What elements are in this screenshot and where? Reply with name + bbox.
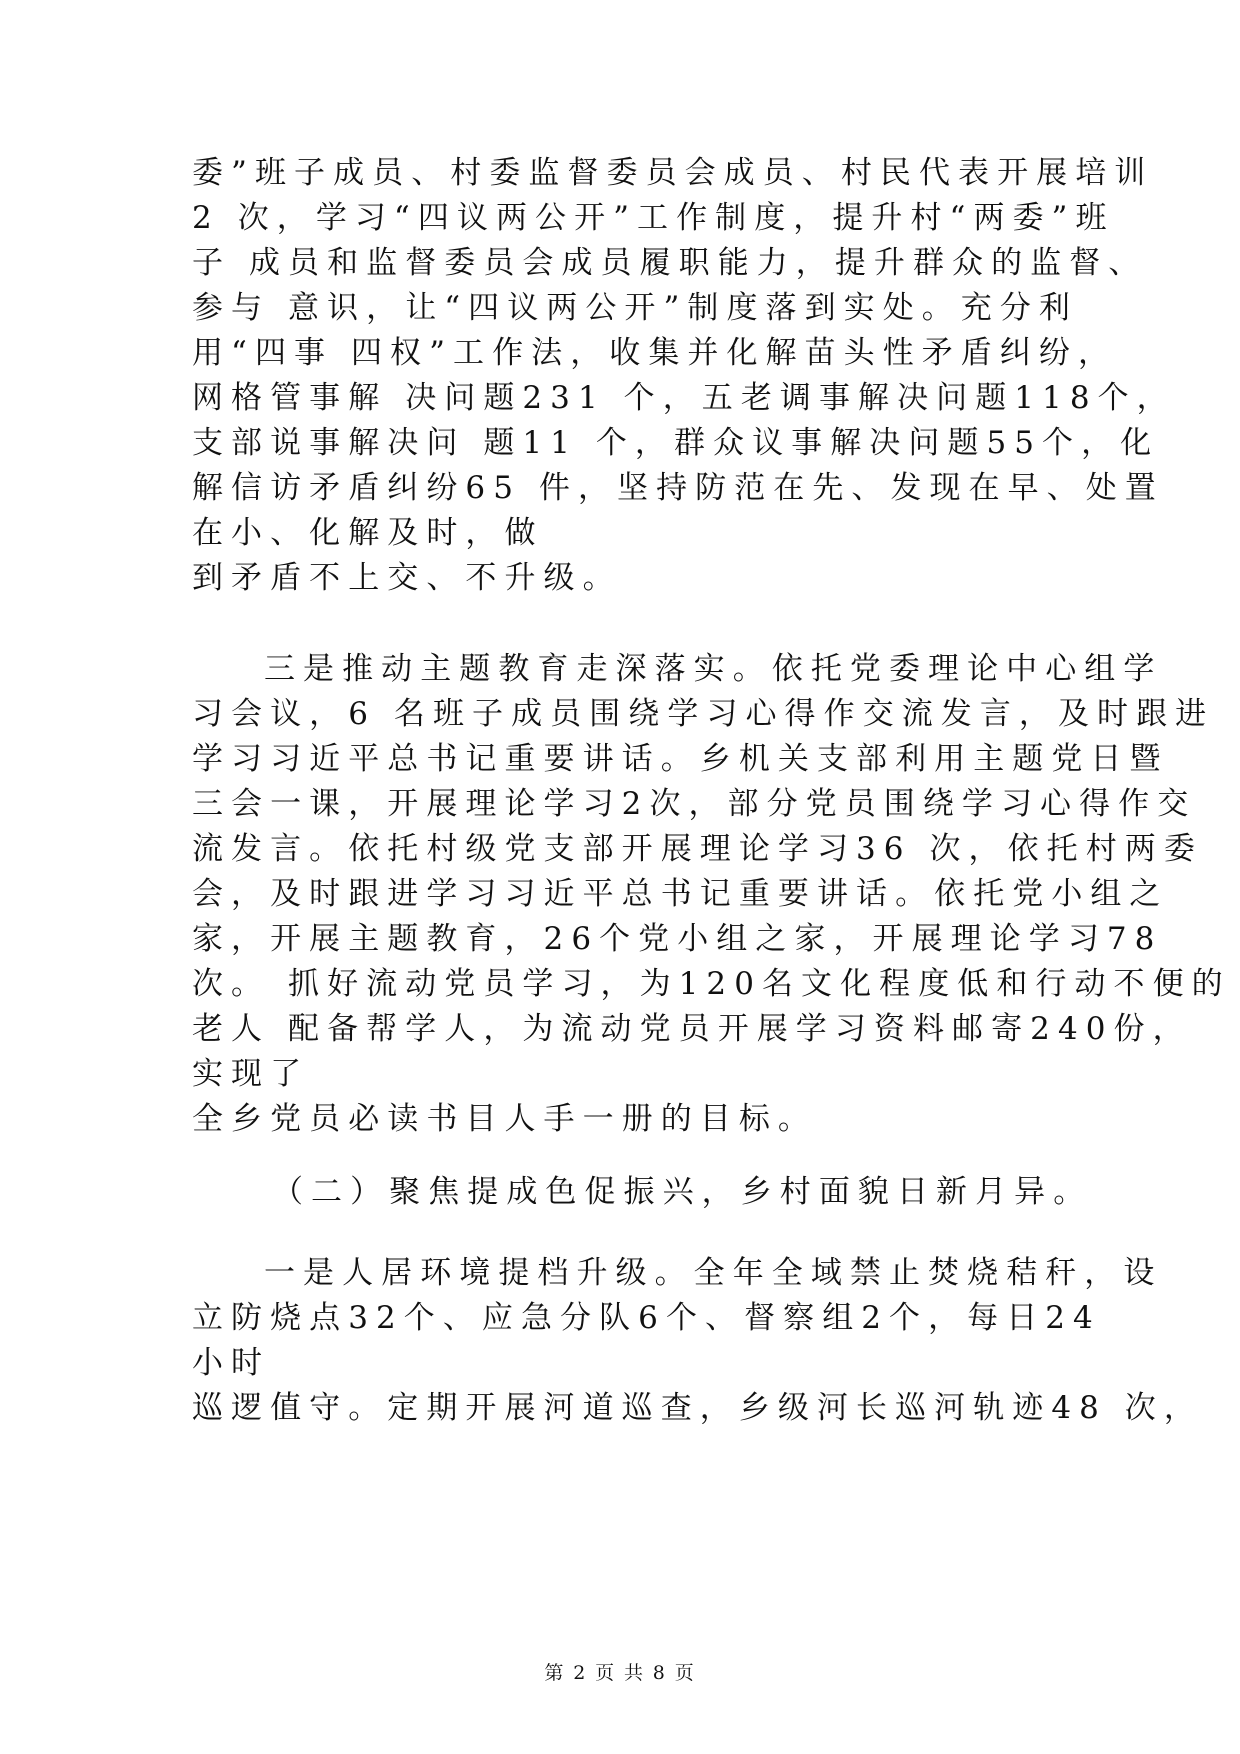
paragraph-line: 次。 抓好流动党员学习，为120名文化程度低和行动不便的 xyxy=(192,966,1231,1002)
paragraph-line: 习会议，6 名班子成员围绕学习心得作交流发言，及时跟进 xyxy=(192,696,1215,732)
paragraph-line: 解信访矛盾纠纷65 件，坚持防范在先、发现在早、处置 xyxy=(192,470,1164,506)
paragraph-line: 子 成员和监督委员会成员履职能力，提升群众的监督、 xyxy=(192,245,1148,281)
paragraph-line: 用“四事 四权”工作法，收集并化解苗头性矛盾纠纷， xyxy=(192,335,1118,371)
paragraph-line: 巡逻值守。定期开展河道巡查，乡级河长巡河轨迹48 次， xyxy=(192,1390,1203,1426)
paragraph-line: 学习习近平总书记重要讲话。乡机关支部利用主题党日暨 xyxy=(192,741,1169,777)
paragraph-line: 立防烧点32个、应急分队6个、督察组2个，每日24 xyxy=(192,1300,1101,1336)
paragraph-line: 2 次，学习“四议两公开”工作制度，提升村“两委”班 xyxy=(192,200,1115,236)
paragraph-line: 会，及时跟进学习习近平总书记重要讲话。依托党小组之 xyxy=(192,876,1169,912)
paragraph-line: 网格管事解 决问题231 个，五老调事解决问题118个， xyxy=(192,380,1176,416)
paragraph-line: 三是推动主题教育走深落实。依托党委理论中心组学 xyxy=(264,651,1163,687)
paragraph-line: 支部说事解决问 题11 个，群众议事解决问题55个，化 xyxy=(192,425,1160,461)
paragraph-line: 到矛盾不上交、不升级。 xyxy=(192,560,622,596)
paragraph-line: 全乡党员必读书目人手一册的目标。 xyxy=(192,1101,817,1137)
paragraph-line: 老人 配备帮学人，为流动党员开展学习资料邮寄240份， xyxy=(192,1011,1192,1047)
paragraph-line: 家，开展主题教育，26个党小组之家，开展理论学习78 xyxy=(192,921,1163,957)
section-heading: （二）聚焦提成色促振兴，乡村面貌日新月异。 xyxy=(272,1174,1093,1210)
paragraph-line: 一是人居环境提档升级。全年全域禁止焚烧秸秆，设 xyxy=(264,1255,1163,1291)
paragraph-line: 流发言。依托村级党支部开展理论学习36 次，依托村两委 xyxy=(192,831,1203,867)
paragraph-line: 小时 xyxy=(192,1345,271,1381)
paragraph-line: 参与 意识，让“四议两公开”制度落到实处。充分利 xyxy=(192,290,1078,326)
paragraph-line: 委”班子成员、村委监督委员会成员、村民代表开展培训 xyxy=(192,155,1154,191)
page-footer: 第 2 页 共 8 页 xyxy=(544,1662,696,1684)
paragraph-line: 实现了 xyxy=(192,1056,310,1092)
paragraph-line: 在小、化解及时，做 xyxy=(192,515,544,551)
paragraph-line: 三会一课，开展理论学习2次，部分党员围绕学习心得作交 xyxy=(192,786,1197,822)
